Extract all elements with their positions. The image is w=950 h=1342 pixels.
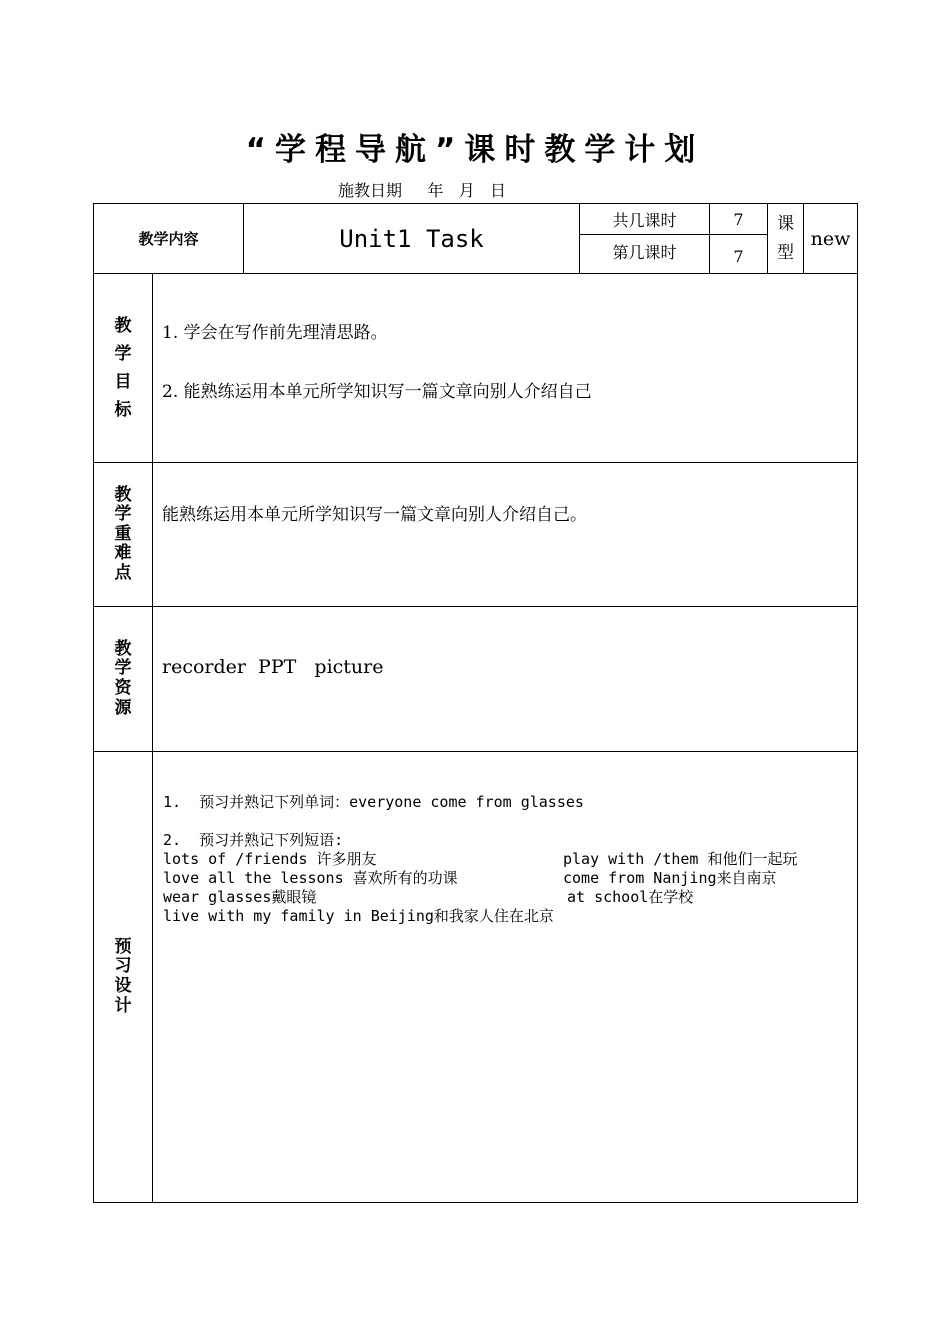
phrase-left: lots of /friends 许多朋友 bbox=[163, 850, 377, 868]
preview-label: 预习设计 bbox=[114, 936, 132, 1016]
lesson-type-label: 课型 bbox=[777, 214, 794, 263]
teaching-date-line: 施教日期 年 月 日 bbox=[338, 181, 506, 200]
key-points-label: 教学重难点 bbox=[114, 484, 132, 583]
phrase-left: love all the lessons 喜欢所有的功课 bbox=[163, 869, 458, 887]
lesson-type-value: new bbox=[810, 227, 851, 250]
page-title: “学程导航”课时教学计划 bbox=[245, 132, 705, 168]
current-period-label: 第几课时 bbox=[612, 242, 677, 262]
phrase-left: wear glasses戴眼镜 bbox=[163, 888, 317, 906]
preview-item-2-heading: 2. 预习并熟记下列短语: bbox=[163, 831, 344, 849]
resources-text: recorder PPT picture bbox=[162, 656, 384, 678]
total-periods-value: 7 bbox=[733, 209, 744, 229]
content-value: Unit1 Task bbox=[339, 224, 484, 253]
current-period-value: 7 bbox=[733, 247, 744, 266]
objective-item-2: 2. 能熟练运用本单元所学知识写一篇文章向别人介绍自己 bbox=[162, 382, 592, 402]
objective-item-1: 1. 学会在写作前先理清思路。 bbox=[162, 323, 388, 343]
phrase-right: play with /them 和他们一起玩 bbox=[563, 850, 798, 868]
objectives-label: 教学目标 bbox=[114, 315, 132, 421]
resources-label: 教学资源 bbox=[114, 638, 132, 718]
total-periods-label: 共几课时 bbox=[612, 210, 677, 230]
content-label: 教学内容 bbox=[138, 230, 199, 248]
phrase-last: live with my family in Beijing和我家人住在北京 bbox=[163, 907, 554, 925]
phrase-right: come from Nanjing来自南京 bbox=[563, 869, 777, 887]
phrase-right: at school在学校 bbox=[567, 888, 694, 906]
key-points-text: 能熟练运用本单元所学知识写一篇文章向别人介绍自己。 bbox=[162, 505, 587, 525]
preview-item-1: 1. 预习并熟记下列单词：everyone come from glasses bbox=[163, 793, 584, 811]
